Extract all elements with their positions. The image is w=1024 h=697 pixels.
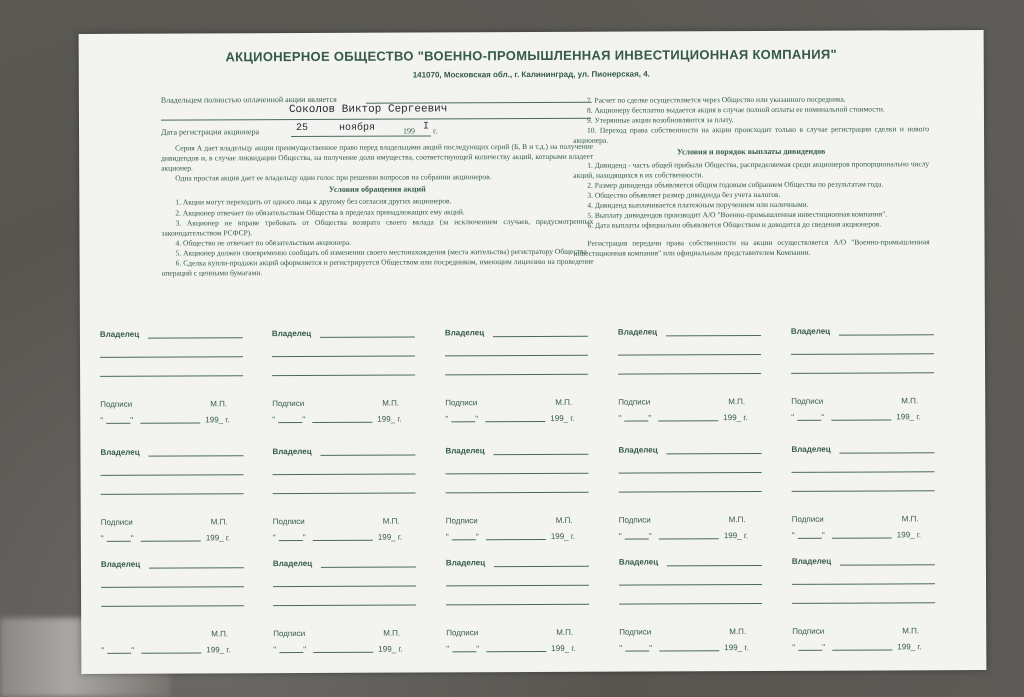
transfer-cell (445, 558, 618, 654)
quote-open: " (100, 415, 104, 425)
date-year: 199_ г. (724, 643, 749, 653)
transfer-cell (618, 445, 790, 541)
transfer-date (619, 643, 791, 653)
owner-field-line[interactable] (101, 586, 244, 588)
quote-close: " (130, 533, 134, 543)
date-month-line[interactable] (831, 419, 891, 420)
transfer-date (272, 532, 445, 543)
owner-field-label: Владелец (617, 327, 658, 337)
owner-name: Соколов Виктор Сергеевич (288, 103, 448, 117)
quote-open: " (272, 415, 276, 425)
date-month-line[interactable] (141, 652, 201, 653)
registration-year-prefix: 199 (403, 126, 416, 136)
dividend-item-1: 1. Дивиденд - часть общей прибыли Общества, распределяемая среди акционеров пропорционально числу акций, находящихся в их собственности. (573, 158, 930, 180)
quote-close: " (130, 415, 134, 425)
date-day-line[interactable] (278, 422, 302, 423)
registration-month: ноября (338, 122, 376, 134)
owner-field-label: Владелец (445, 446, 485, 456)
registration-line (291, 135, 431, 137)
owner-label: Владельцем полностью оплаченной акции является (160, 94, 337, 105)
owner-field-line[interactable] (618, 354, 761, 356)
date-month-line[interactable] (486, 539, 546, 540)
owner-field-line[interactable] (792, 490, 935, 492)
signatures-label: Подписи (273, 628, 306, 639)
registration-day: 25 (295, 122, 309, 135)
owner-field-line[interactable] (101, 605, 244, 607)
date-month-line[interactable] (832, 649, 892, 650)
owner-field-line[interactable] (101, 493, 244, 495)
owner-field-line[interactable] (446, 492, 589, 494)
transfer-date (618, 413, 790, 423)
date-day-line[interactable] (625, 538, 649, 539)
quote-close: " (475, 532, 479, 542)
owner-field-line[interactable] (273, 605, 416, 607)
transfer-date (446, 643, 618, 654)
term-item-10: 10. Переход права собственности на акции происходит только в случае регистрации сделки и нового акционера. (573, 124, 930, 146)
quote-close: " (475, 414, 479, 424)
owner-field-line[interactable] (149, 567, 244, 568)
quote-open: " (618, 413, 622, 423)
transfer-cell (791, 556, 964, 652)
owner-field-label: Владелец (790, 326, 831, 336)
circulation-heading: Условия обращения акций (328, 184, 426, 195)
stamp-label: М.П. (383, 628, 401, 638)
transfer-cell (100, 559, 273, 655)
quote-close: " (822, 642, 826, 652)
transfer-date (791, 412, 963, 422)
stamp-label: М.П. (556, 627, 574, 637)
owner-field-line[interactable] (619, 491, 762, 493)
quote-open: " (446, 644, 450, 654)
registration-year-suffix: г. (433, 126, 438, 136)
owner-field-line[interactable] (446, 604, 589, 606)
owner-field-label: Владелец (445, 558, 486, 568)
quote-open: " (619, 643, 623, 653)
date-day-line[interactable] (797, 420, 821, 421)
owner-field-line[interactable] (839, 452, 934, 453)
dividend-item-3: 3. Общество объявляет размер дивиденда без учета налогов. (587, 189, 781, 200)
date-month-line[interactable] (312, 422, 372, 423)
date-day-line[interactable] (452, 539, 476, 540)
stamp-label: М.П. (728, 515, 746, 525)
stamp-label: М.П. (729, 627, 747, 637)
quote-open: " (272, 533, 276, 543)
transfer-cell (790, 326, 963, 422)
date-day-line[interactable] (798, 538, 822, 539)
signatures-label: Подписи (792, 626, 825, 636)
owner-field-label: Владелец (444, 328, 485, 338)
transfer-cell (272, 446, 444, 543)
transfer-date (100, 415, 272, 425)
transfer-date (445, 413, 617, 424)
stamp-label: М.П. (211, 629, 229, 639)
date-year: 199_ г. (896, 412, 921, 422)
signatures-label: Подписи (791, 396, 824, 406)
quote-open: " (618, 531, 622, 541)
owner-field-line[interactable] (839, 334, 934, 335)
date-day-line[interactable] (107, 653, 131, 654)
owner-field-line[interactable] (445, 374, 588, 376)
signatures-label: Подписи (446, 628, 479, 638)
transfer-date (272, 414, 444, 425)
date-year: 199_ г. (377, 414, 402, 424)
dividends-heading: Условия и порядок выплаты дивидендов (676, 147, 826, 157)
transfer-cell (100, 447, 272, 543)
quote-close: " (821, 412, 825, 422)
date-month-line[interactable] (313, 652, 373, 653)
quote-open: " (101, 645, 105, 655)
stamp-label: М.П. (555, 515, 573, 525)
stamp-label: М.П. (382, 398, 400, 408)
date-day-line[interactable] (279, 652, 303, 653)
date-day-line[interactable] (106, 423, 130, 424)
owner-field-line[interactable] (619, 472, 762, 474)
date-year: 199_ г. (377, 532, 403, 542)
owner-field-line[interactable] (666, 453, 761, 454)
signatures-label: Подписи (618, 515, 651, 525)
quote-open: " (791, 530, 795, 540)
stamp-label: М.П. (382, 516, 400, 526)
date-day-line[interactable] (452, 651, 476, 652)
date-year: 199_ г. (723, 531, 749, 541)
owner-field-label: Владелец (100, 447, 140, 457)
date-day-line[interactable] (798, 650, 822, 651)
owner-field-line[interactable] (493, 454, 588, 455)
owner-field-line[interactable] (273, 586, 416, 588)
stamp-label: М.П. (210, 399, 228, 409)
owner-field-line[interactable] (792, 471, 935, 473)
owner-field-line[interactable] (791, 372, 934, 374)
quote-open: " (100, 533, 104, 543)
quote-close: " (131, 645, 135, 655)
left-terms-column (161, 142, 594, 279)
date-month-line[interactable] (832, 537, 892, 538)
owner-field-label: Владелец (99, 329, 140, 339)
signatures-label: Подписи (100, 517, 133, 527)
date-month-line[interactable] (659, 538, 719, 539)
owner-field-label: Владелец (271, 328, 312, 339)
owner-field-line[interactable] (792, 583, 935, 585)
dividend-item-5: 5. Выплату дивидендов производит А/О "Военно-промышленная инвестиционная компания". (587, 209, 888, 220)
owner-field-line[interactable] (272, 356, 415, 358)
transfer-date (618, 531, 791, 541)
transfer-date (792, 642, 964, 652)
transfer-cell (271, 328, 444, 425)
registration-label: Дата регистрации акционера (161, 127, 260, 137)
date-year: 199_ г. (551, 643, 576, 653)
quote-close: " (648, 531, 652, 541)
owner-field-line[interactable] (148, 337, 243, 338)
share-certificate (79, 30, 987, 674)
owner-field-line[interactable] (791, 353, 934, 355)
owner-field-label: Владелец (618, 557, 659, 567)
term-item-9: 9. Утерянные акции возобновляются за плату. (586, 115, 734, 125)
owner-field-line[interactable] (618, 373, 761, 375)
owner-field-line[interactable] (320, 455, 415, 456)
quote-open: " (445, 414, 449, 424)
quote-close: " (302, 532, 306, 543)
signatures-label: Подписи (272, 398, 305, 409)
term-item-3: 3. Акционер не вправе требовать от Общества возврата своего вклада (за исключением случаев, предусмотренных законодательством РСФСР). (161, 216, 594, 238)
date-month-line[interactable] (141, 540, 201, 541)
registration-year-mark: I (422, 121, 430, 133)
stamp-label: М.П. (902, 626, 920, 636)
date-month-line[interactable] (313, 540, 373, 541)
owner-field-line[interactable] (100, 375, 243, 377)
date-year: 199_ г. (206, 645, 231, 655)
term-item-8: 8. Акционеру бесплатно выдается акция в случае полной оплаты ее номинальной стоимости. (586, 104, 885, 115)
stamp-label: М.П. (210, 517, 228, 527)
dividend-item-6: 6. Дата выплаты официально объявляется Обществом и доводится до сведения акционеров. (587, 219, 882, 230)
company-address: 141070, Московская обл., г. Калининград, ул. Пионерская, 4. (412, 69, 650, 80)
owner-field-label: Владелец (791, 556, 832, 566)
quote-close: " (476, 644, 480, 654)
owner-field-line[interactable] (667, 565, 762, 566)
quote-close: " (648, 413, 652, 423)
owner-field-line[interactable] (273, 493, 416, 495)
owner-field-label: Владелец (100, 559, 141, 569)
owner-field-line[interactable] (320, 337, 415, 338)
date-month-line[interactable] (485, 421, 545, 422)
date-year: 199_ г. (378, 644, 403, 654)
registration-footer: Регистрация передачи права собственности на акции осуществляется А/О "Военно-промышленная инвестиционная компания" или официальным представителем Компании. (573, 237, 930, 259)
registration-date-row (161, 121, 591, 137)
quote-close: " (649, 643, 653, 653)
term-item-4: 4. Общество не отвечает по обязательствам акционера. (175, 237, 352, 248)
owner-line-2 (161, 118, 591, 121)
quote-close: " (821, 530, 825, 540)
quote-open: " (792, 642, 796, 652)
stamp-label: М.П. (901, 514, 919, 524)
signatures-label: Подписи (445, 516, 478, 526)
term-item-2: 2. Акционер отвечает по обязательствам Общества в пределах принадлежащих ему акций. (175, 206, 465, 218)
owner-field-line[interactable] (273, 474, 416, 476)
quote-close: " (303, 644, 307, 655)
term-item-7: 7. Расчет по сделке осуществляется через Общество или указанного посредника. (586, 94, 846, 105)
date-year: 199_ г. (550, 413, 575, 423)
owner-field-line[interactable] (619, 603, 762, 605)
transfer-cell (445, 446, 617, 542)
term-item-1: 1. Акции могут переходить от одного лица к другому без согласия других акционеров. (175, 196, 452, 208)
owner-field-line[interactable] (619, 584, 762, 586)
owner-field-line[interactable] (840, 564, 935, 565)
transfer-date (100, 533, 273, 543)
owner-field-line[interactable] (666, 335, 761, 336)
transfer-cell (618, 557, 791, 653)
owner-field-label: Владелец (618, 445, 658, 455)
transfer-date (445, 531, 618, 542)
quote-open: " (791, 412, 795, 422)
date-year: 199_ г. (550, 531, 576, 541)
right-terms-column (573, 94, 930, 259)
owner-field-label: Владелец (791, 444, 831, 454)
quote-close: " (302, 414, 306, 425)
intro-paragraph-2: Одна простая акция дает ее владельцу один голос при решении вопросов на собрании акционеров. (175, 172, 492, 183)
quote-open: " (273, 645, 277, 655)
date-month-line[interactable] (140, 422, 200, 423)
owner-field-line[interactable] (100, 356, 243, 358)
owner-field-line[interactable] (446, 585, 589, 587)
date-day-line[interactable] (625, 650, 649, 651)
date-day-line[interactable] (451, 421, 475, 422)
transfer-cell (99, 329, 272, 425)
date-day-line[interactable] (107, 541, 131, 542)
stamp-label: М.П. (728, 397, 746, 407)
date-year: 199_ г. (205, 415, 230, 425)
signatures-label: Подписи (272, 516, 305, 527)
stamp-label: М.П. (555, 397, 573, 407)
owner-field-line[interactable] (148, 455, 243, 456)
transfer-cell (444, 328, 617, 424)
transfer-grid (100, 326, 976, 670)
date-month-line[interactable] (658, 420, 718, 421)
signatures-label: Подписи (791, 514, 824, 524)
date-year: 199_ г. (205, 533, 231, 543)
owner-field-line[interactable] (792, 602, 935, 604)
date-year: 199_ г. (896, 530, 922, 540)
signatures-label: Подписи (618, 397, 651, 407)
transfer-cell (272, 558, 445, 655)
company-title: АКЦИОНЕРНОЕ ОБЩЕСТВО "ВОЕННО-ПРОМЫШЛЕННАЯ ИНВЕСТИЦИОННАЯ КОМПАНИЯ" (225, 46, 838, 65)
dividend-item-2: 2. Размер дивиденда объявляется общим годовым собранием Общества по результатам года. (587, 179, 884, 190)
date-day-line[interactable] (279, 540, 303, 541)
transfer-date (273, 644, 445, 655)
signatures-label: Подписи (619, 627, 652, 637)
transfer-date (791, 530, 964, 540)
owner-block (160, 94, 591, 137)
transfer-cell (617, 327, 790, 423)
owner-field-line[interactable] (493, 336, 588, 337)
date-month-line[interactable] (486, 651, 546, 652)
date-day-line[interactable] (624, 420, 648, 421)
owner-field-line[interactable] (445, 355, 588, 357)
transfer-date (101, 645, 273, 655)
owner-field-label: Владелец (272, 446, 312, 457)
term-item-5: 5. Акционер должен своевременно сообщать об изменении своего местонахождения (места жительства) регистратору Общества. (175, 246, 589, 258)
owner-field-line[interactable] (446, 473, 589, 475)
owner-field-line[interactable] (101, 474, 244, 476)
owner-field-line[interactable] (321, 567, 416, 568)
date-month-line[interactable] (659, 650, 719, 651)
signatures-label: Подписи (100, 399, 133, 409)
transfer-cell (791, 444, 963, 540)
dividend-item-4: 4. Дивиденд выплачивается платежным поручением или наличными. (587, 199, 809, 210)
owner-field-line[interactable] (494, 566, 589, 567)
quote-open: " (445, 532, 449, 542)
owner-field-line[interactable] (272, 375, 415, 377)
date-year: 199_ г. (897, 642, 922, 652)
signatures-label: Подписи (445, 398, 478, 408)
stamp-label: М.П. (901, 396, 919, 406)
intro-paragraph-1: Серия А дает владельцу акции преимущественное право перед владельцами акций последующих серий (Б, В и т.д.) на получение дивидендов и, в случае ликвидации Общества, на получение доли имущества, соответствующей количеству акций, которыми владеет акционер. (161, 141, 594, 173)
owner-field-label: Владелец (272, 558, 313, 569)
date-year: 199_ г. (723, 413, 748, 423)
term-item-6: 6. Сделка купли-продажи акций оформляется и регистрируется Обществом или посредником, имеющим лицензию на проведение операций с ценными бумагами. (161, 256, 594, 278)
